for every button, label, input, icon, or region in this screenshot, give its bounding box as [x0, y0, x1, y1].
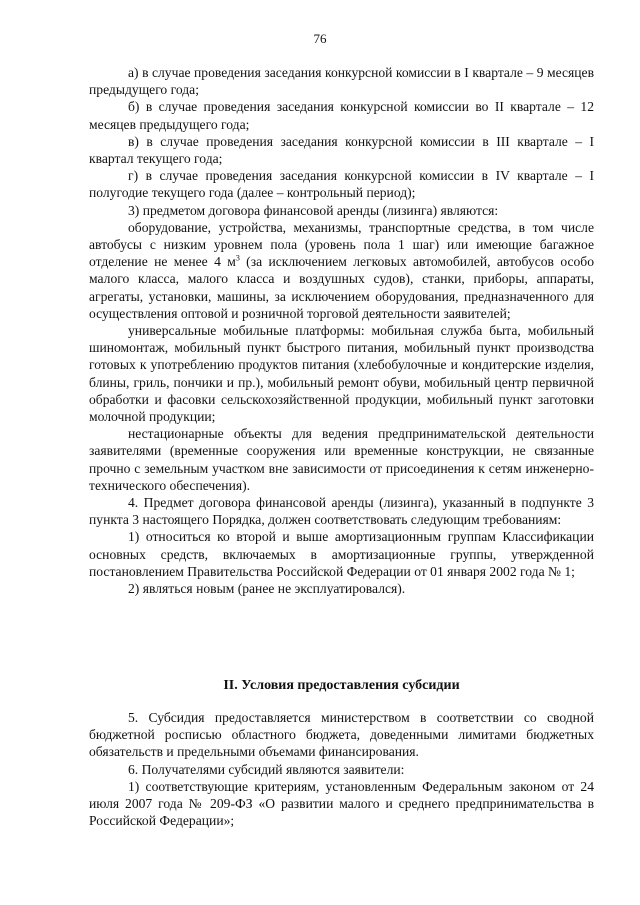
paragraph-criteria: 1) соответствующие критериям, установленным Федеральным законом от 24 июля 2007 года № 209-ФЗ «О развитии малого и среднего предпринимательства в Российской Федерации»; [89, 778, 594, 829]
subsidy-block [89, 709, 594, 829]
page-number: 76 [313, 31, 327, 46]
paragraph-item-g: г) в случае проведения заседания конкурсной комиссии в IV квартале – I полугодие текущего года (далее – контрольный период); [89, 168, 594, 201]
section-heading: II. Условия предоставления субсидии [223, 678, 460, 693]
paragraph-item-5: 5. Субсидия предоставляется министерством в соответствии со сводной бюджетной росписью областного бюджета, доведенными лимитами бюджетных обязательств и предельными объемами финансирования. [89, 710, 594, 760]
equipment-text: оборудование, устройства, механизмы, транспортные средства, в том числе автобусы с низким уровнем пола (уровень пола 1 шаг) или имеющие багажное отделение не менее 4 м [89, 219, 594, 270]
paragraph-mobile-platforms: универсальные мобильные платформы: мобильная служба быта, мобильный шиномонтаж, мобильный пункт быстрого питания, мобильный пункт производства готовых к употреблению продуктов питания (хлебобулочные и кондитерские изделия, блины, гриль, пончики и пр.), мобильный ремонт обуви, мобильный центр первичной обработки и фасовки сельскохозяйственной продукции, мобильный пункт заготовки молочной продукции; [89, 323, 594, 425]
paragraph-requirement-1: 1) относиться ко второй и выше амортизационным группам Классификации основных средств, включаемых в амортизационные группы, утвержденной постановлением Правительства Российской Федерации от 01 января 2002 года № 1; [89, 529, 594, 579]
paragraph-item-a: а) в случае проведения заседания конкурсной комиссии в I квартале – 9 месяцев предыдущего года; [89, 65, 594, 98]
cubic-superscript: 3 [235, 253, 240, 263]
paragraph-item-b: б) в случае проведения заседания конкурсной комиссии во II квартале – 12 месяцев предыдущего года; [89, 99, 594, 132]
paragraph-item-6: 6. Получателями субсидий являются заявители: [128, 761, 405, 777]
paragraph-nonstationary: нестационарные объекты для ведения предпринимательской деятельности заявителями (временные сооружения или временные конструкции, не связанные прочно с земельным участком вне зависимости от присоединения к сетям инженерно-технического обеспечения). [89, 426, 594, 493]
conditions-block [89, 64, 594, 597]
paragraph-item-3: 3) предметом договора финансовой аренды (лизинга) являются: [128, 202, 499, 218]
equipment-text-tail: (за исключением легковых автомобилей, автобусов особо малого класса, малого класса и воздушных судов), станки, приборы, аппараты, агрегаты, установки, машины, за исключением оборудования, предназначенного для осуществления оптовой и розничной торговой деятельности заявителей; [89, 254, 594, 321]
paragraph-item-v: в) в случае проведения заседания конкурсной комиссии в III квартале – I квартал текущего года; [89, 133, 594, 167]
paragraph-item-4: 4. Предмет договора финансовой аренды (лизинга), указанный в подпункте 3 пункта 3 настоящего Порядка, должен соответствовать следующим требованиям: [89, 495, 594, 528]
paragraph-equipment [89, 219, 594, 322]
paragraph-requirement-2: 2) являться новым (ранее не эксплуатировался). [128, 581, 406, 597]
